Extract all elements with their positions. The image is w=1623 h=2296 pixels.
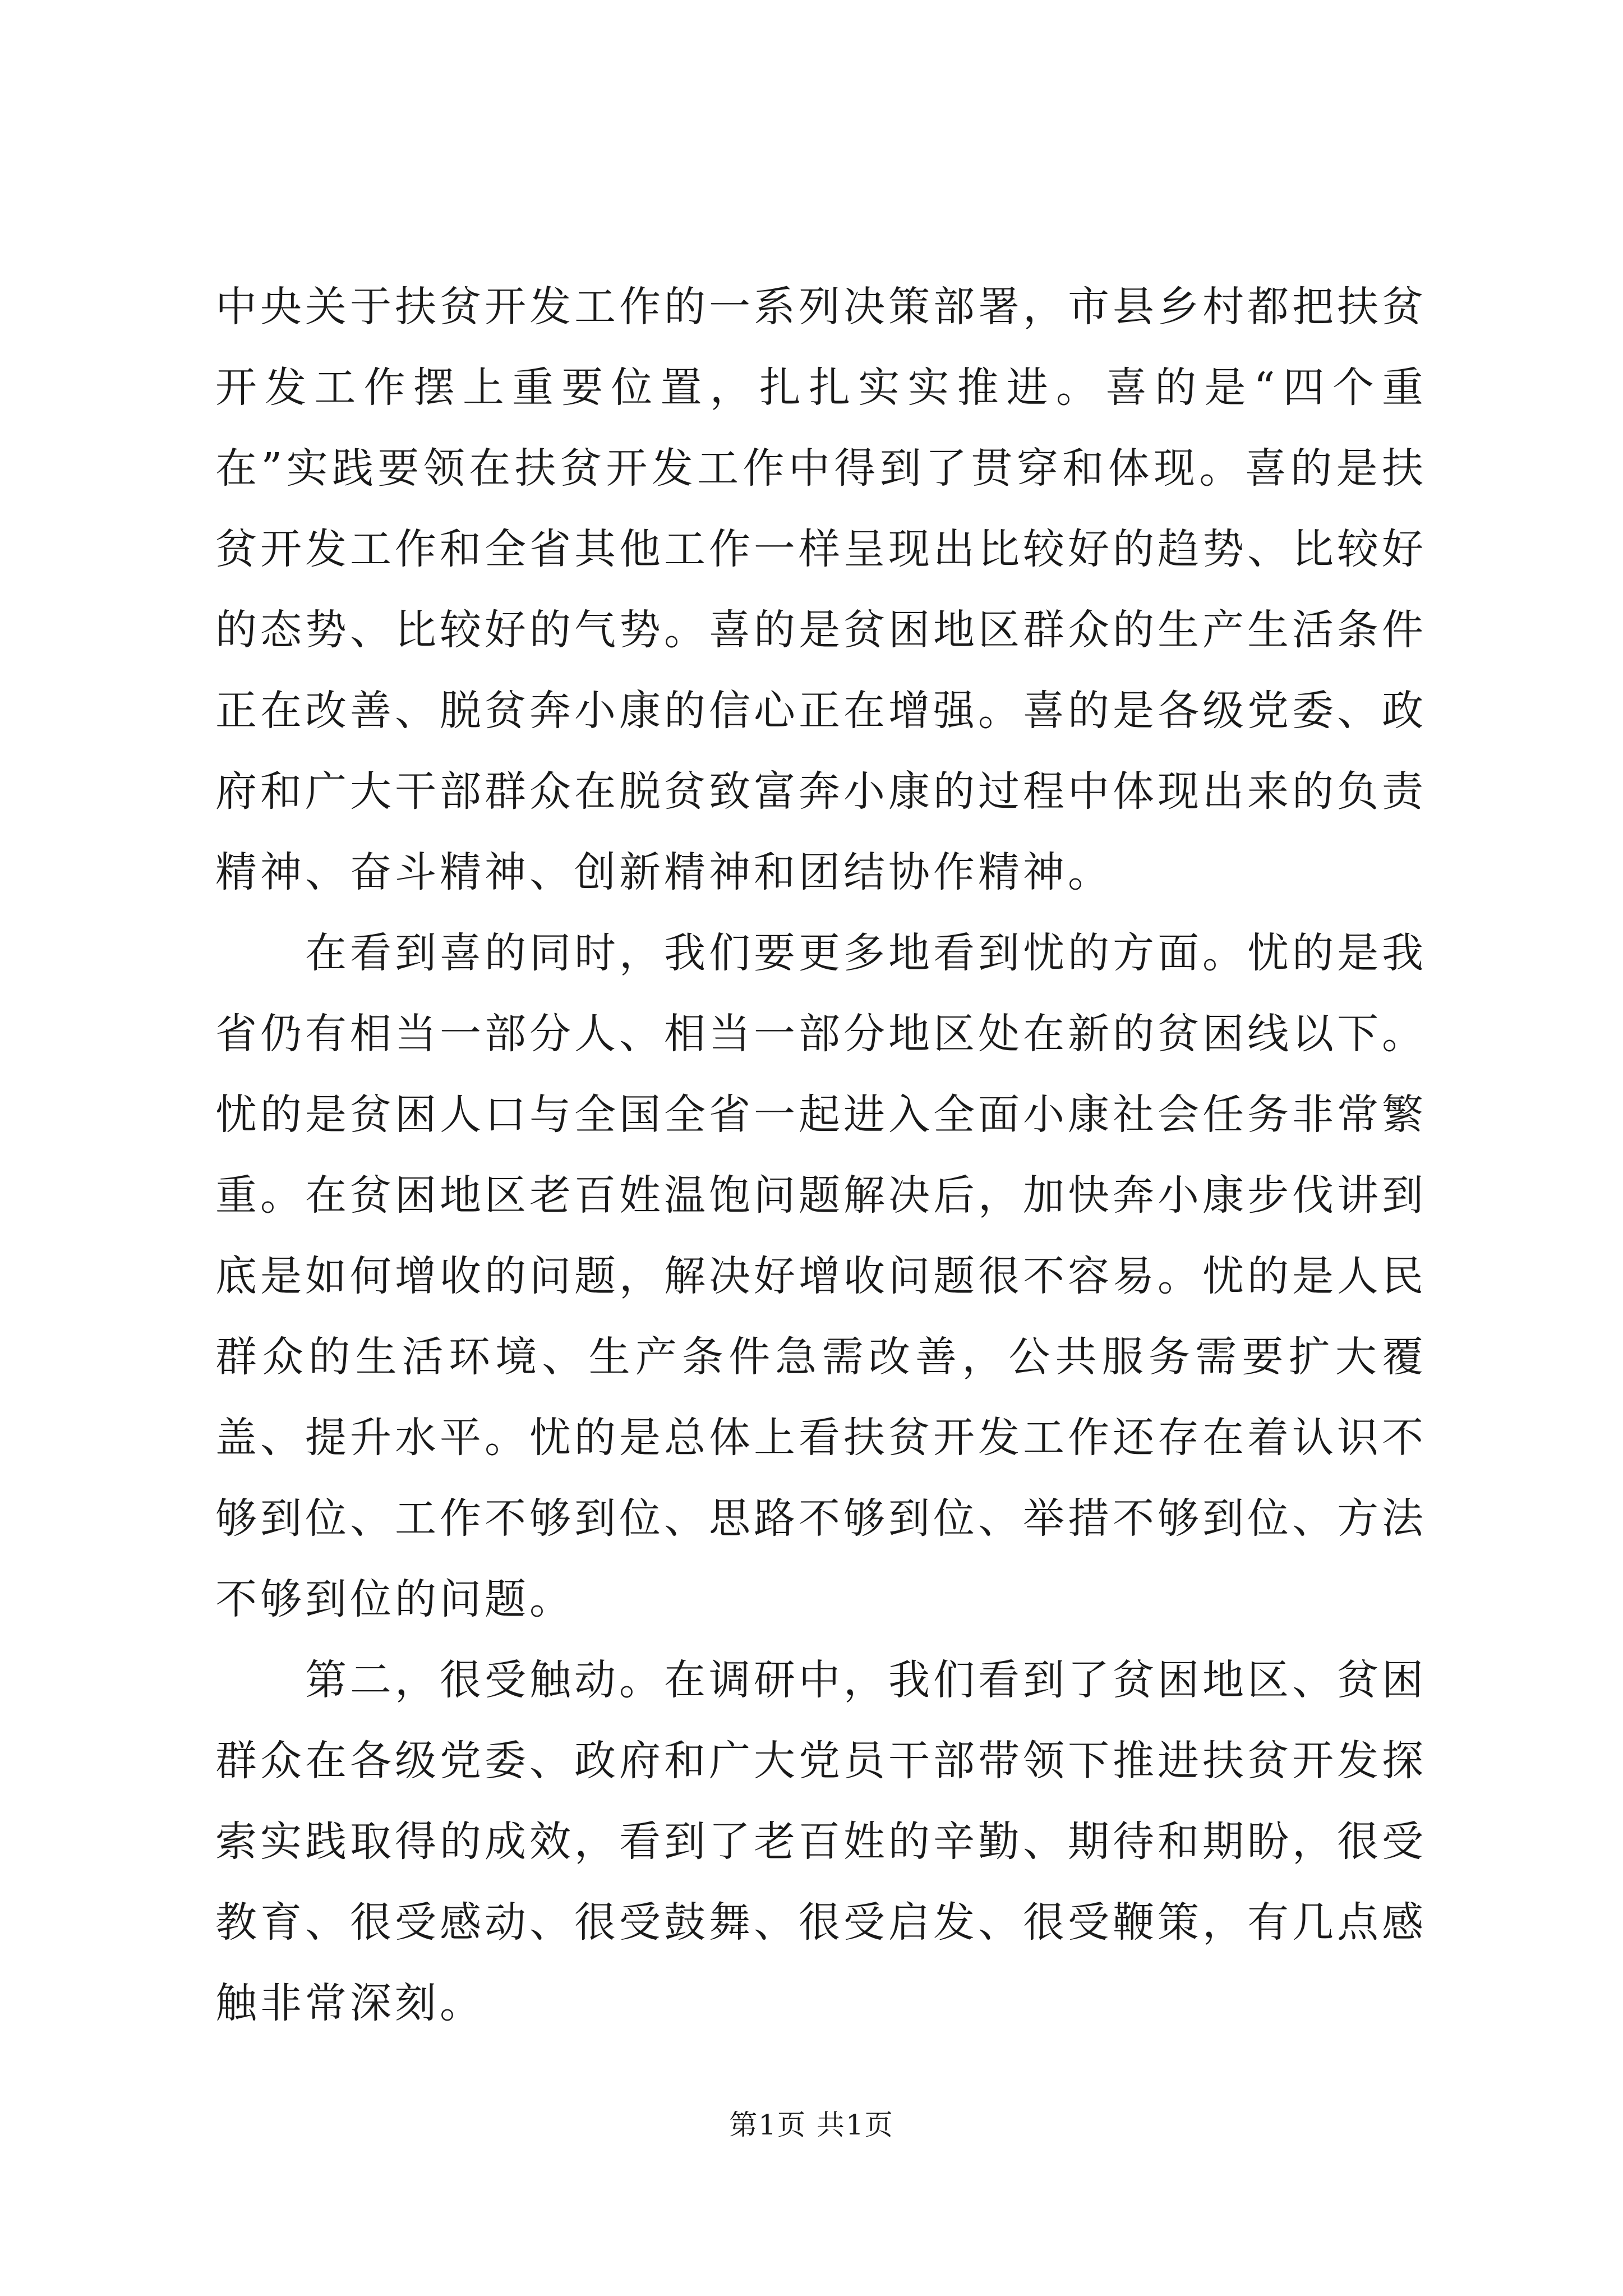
paragraph-2: 在看到喜的同时，我们要更多地看到忧的方面。忧的是我省仍有相当一部分人、相当一部分地区处在新的贫困线以下。忧的是贫困人口与全国全省一起进入全面小康社会任务非常繁重。在贫困地区老百姓温饱问题解决后，加快奔小康步伐讲到底是如何增收的问题，解决好增收问题很不容易。忧的是人民群众的生活环境、生产条件急需改善，公共服务需要扩大覆盖、提升水平。忧的是总体上看扶贫开发工作还存在着认识不够到位、工作不够到位、思路不够到位、举措不够到位、方法不够到位的问题。 bbox=[215, 929, 1427, 1623]
page-footer: 第1页 共1页 bbox=[729, 2109, 894, 2141]
paragraph-1: 中央关于扶贫开发工作的一系列决策部署，市县乡村都把扶贫开发工作摆上重要位置，扎扎实实推进。喜的是“四个重在”实践要领在扶贫开发工作中得到了贯穿和体现。喜的是扶贫开发工作和全省其他工作一样呈现出比较好的趋势、比较好的态势、比较好的气势。喜的是贫困地区群众的生产生活条件正在改善、脱贫奔小康的信心正在增强。喜的是各级党委、政府和广大干部群众在脱贫致富奔小康的过程中体现出来的负责精神、奋斗精神、创新精神和团结协作精神。 bbox=[215, 283, 1427, 896]
document-body bbox=[215, 266, 1427, 2044]
paragraph-3: 第二，很受触动。在调研中，我们看到了贫困地区、贫困群众在各级党委、政府和广大党员干部带领下推进扶贫开发探索实践取得的成效，看到了老百姓的辛勤、期待和期盼，很受教育、很受感动、很受鼓舞、很受启发、很受鞭策，有几点感触非常深刻。 bbox=[215, 1656, 1427, 2027]
